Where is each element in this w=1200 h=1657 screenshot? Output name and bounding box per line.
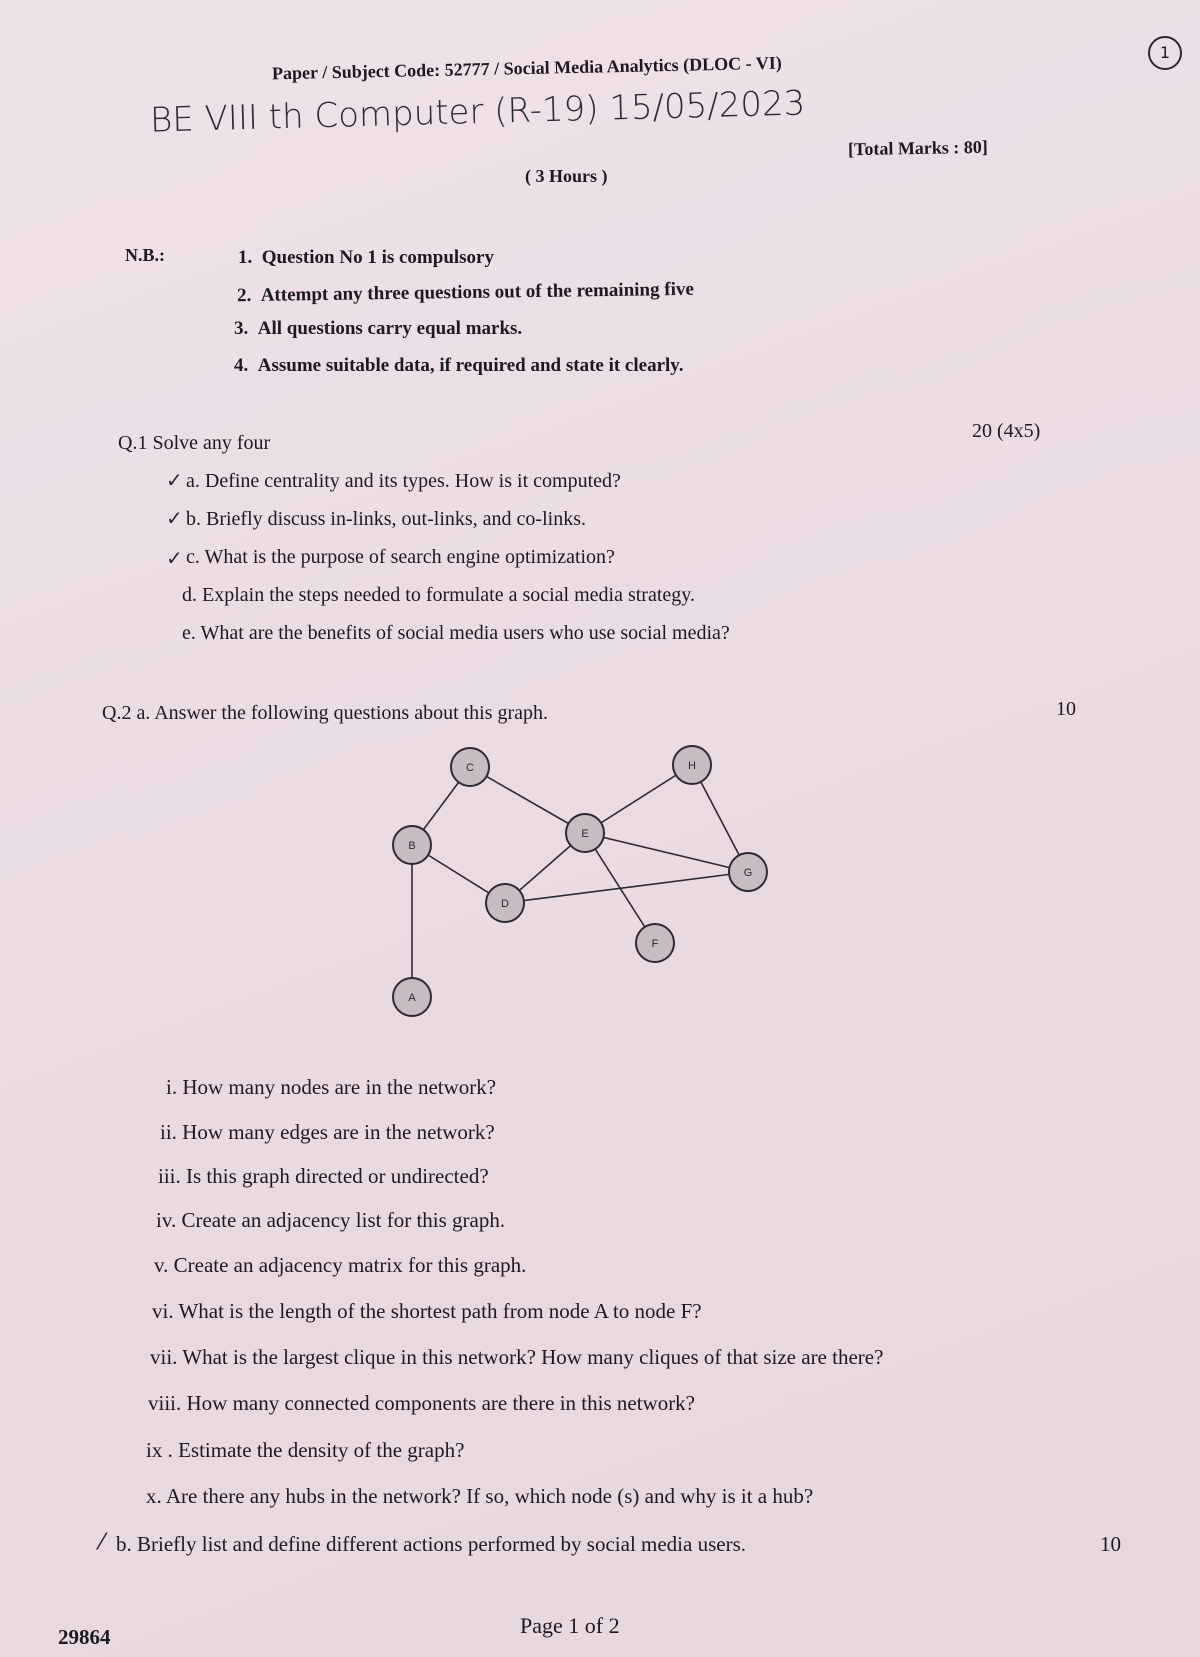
graph-nodes bbox=[393, 746, 767, 1016]
svg-text:F: F bbox=[651, 938, 659, 950]
graph-node-F bbox=[636, 924, 674, 962]
q1-item: d. Explain the steps needed to formulate a social media strategy. bbox=[182, 584, 695, 606]
graph-node-A bbox=[393, 978, 431, 1016]
check-mark-icon: ✓ bbox=[166, 546, 183, 570]
graph-node-B bbox=[393, 826, 431, 864]
network-graph bbox=[370, 735, 810, 1025]
q2-question: v. Create an adjacency matrix for this graph. bbox=[154, 1253, 527, 1277]
q2-question: viii. How many connected components are there in this network? bbox=[148, 1391, 696, 1415]
graph-node-C bbox=[451, 748, 489, 786]
nb-item: 1. Question No 1 is compulsory bbox=[238, 247, 494, 268]
q1-title: Q.1 Solve any four bbox=[118, 432, 271, 454]
svg-text:H: H bbox=[688, 760, 696, 772]
graph-node-D bbox=[486, 884, 524, 922]
q1-item: e. What are the benefits of social media users who use social media? bbox=[182, 622, 730, 644]
svg-text:E: E bbox=[581, 828, 589, 840]
nb-label: N.B.: bbox=[125, 245, 165, 265]
page-indicator: Page 1 of 2 bbox=[520, 1613, 620, 1638]
svg-text:B: B bbox=[408, 840, 416, 852]
check-mark-icon: ⁄ bbox=[100, 1530, 104, 1555]
q2-part-b: b. Briefly list and define different actions performed by social media users. bbox=[116, 1532, 746, 1556]
check-mark-icon: ✓ bbox=[166, 506, 183, 530]
q2-question: ix . Estimate the density of the graph? bbox=[146, 1438, 465, 1462]
q2-a-marks: 10 bbox=[1056, 698, 1076, 720]
q2-question: vi. What is the length of the shortest path from node A to node F? bbox=[152, 1299, 702, 1323]
q2-b-marks: 10 bbox=[1100, 1532, 1121, 1556]
svg-text:C: C bbox=[466, 762, 474, 774]
nb-item: 4. Assume suitable data, if required and state it clearly. bbox=[234, 355, 684, 376]
nb-item: 2. Attempt any three questions out of the remaining five bbox=[236, 278, 694, 307]
svg-text:D: D bbox=[501, 898, 509, 910]
handwritten-course-date: BE VIII th Computer (R-19) 15/05/2023 bbox=[149, 83, 806, 141]
q2-question: vii. What is the largest clique in this network? How many cliques of that size are there? bbox=[150, 1345, 884, 1369]
q2-question: iii. Is this graph directed or undirected? bbox=[158, 1164, 489, 1188]
exam-duration: ( 3 Hours ) bbox=[525, 166, 608, 186]
graph-node-G bbox=[729, 853, 767, 891]
q1-item: a. Define centrality and its types. How is it computed? bbox=[186, 470, 621, 492]
graph-node-E bbox=[566, 814, 604, 852]
graph-edge-E-G bbox=[585, 833, 748, 872]
q2-question: i. How many nodes are in the network? bbox=[166, 1075, 497, 1099]
paper-code: 29864 bbox=[58, 1625, 111, 1649]
nb-item: 3. All questions carry equal marks. bbox=[234, 318, 523, 339]
q2-question: ii. How many edges are in the network? bbox=[160, 1120, 495, 1144]
q2-question: iv. Create an adjacency list for this graph. bbox=[156, 1208, 506, 1232]
page-number-mark: 1 bbox=[1148, 36, 1182, 70]
q2-title: Q.2 a. Answer the following questions about this graph. bbox=[102, 702, 549, 724]
q2-question: x. Are there any hubs in the network? If so, which node (s) and why is it a hub? bbox=[146, 1484, 814, 1508]
q1-marks: 20 (4x5) bbox=[972, 420, 1041, 442]
graph-node-H bbox=[673, 746, 711, 784]
graph-edges bbox=[412, 765, 748, 997]
q1-item: b. Briefly discuss in-links, out-links, and co-links. bbox=[186, 508, 586, 530]
q1-item: c. What is the purpose of search engine optimization? bbox=[186, 546, 615, 568]
subject-line: Paper / Subject Code: 52777 / Social Media Analytics (DLOC - VI) bbox=[271, 52, 782, 84]
total-marks: [Total Marks : 80] bbox=[847, 136, 988, 160]
check-mark-icon: ✓ bbox=[166, 468, 183, 492]
svg-text:G: G bbox=[743, 867, 753, 879]
svg-text:A: A bbox=[408, 992, 416, 1004]
